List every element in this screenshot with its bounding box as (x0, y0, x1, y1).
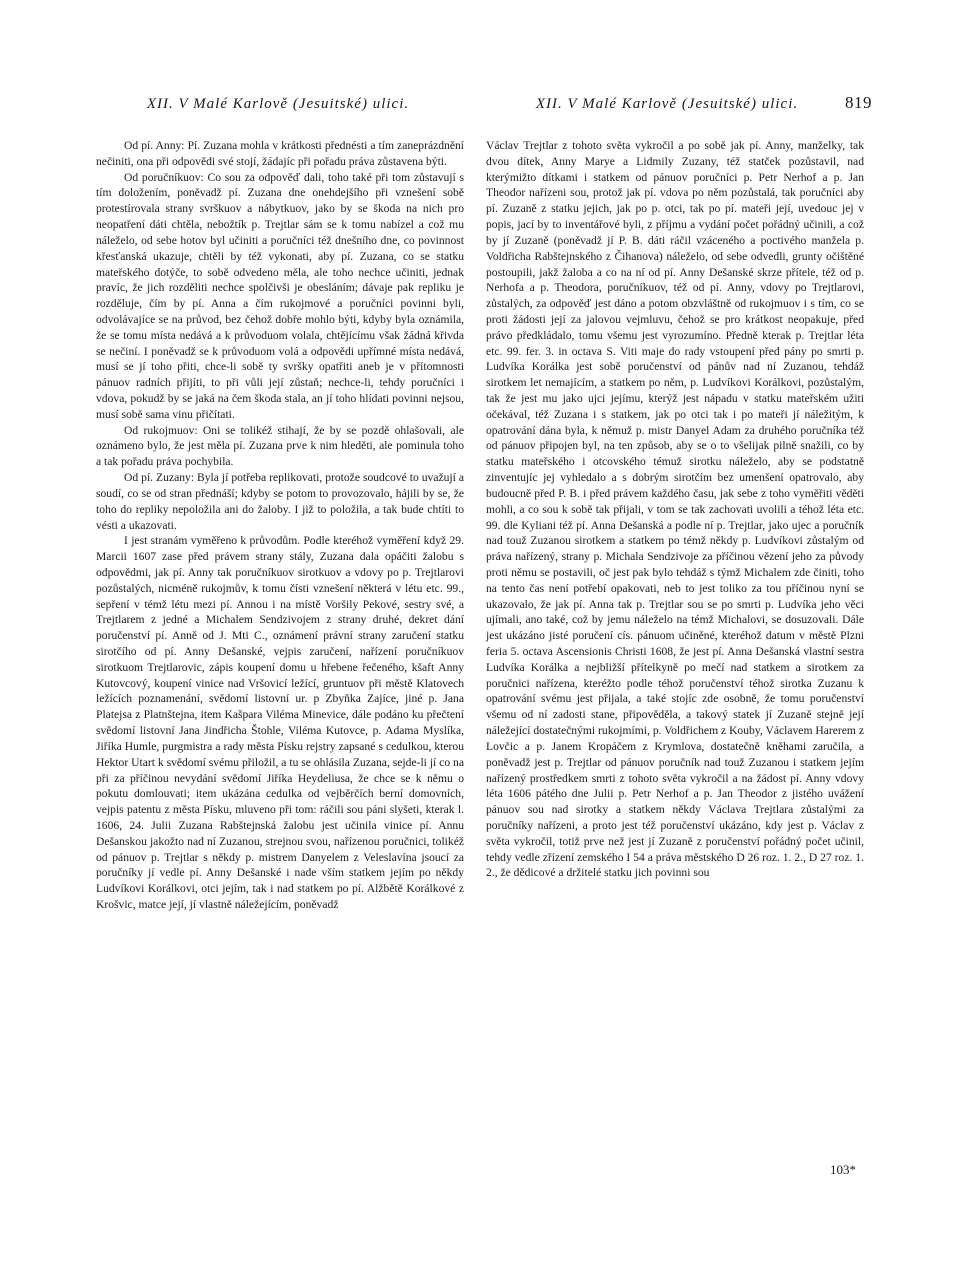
signature-mark: 103* (830, 1162, 856, 1177)
paragraph: Od rukojmuov: Oni se tolikéž stihají, že by se pozdě ohlašovali, ale oznámeno bylo, že jest měla pí. Zuzana prve k nim hleděti, ale pominula toho a tak pořadu práva pochybila. (96, 423, 464, 469)
paragraph: Od poručníkuov: Co sou za odpověď dali, toho také při tom zůstavují s tím doložením, poněvadž pí. Zuzana dne onehdejšího při vznešení sobě protestírovala strany svrškuov a nábytkuov, jako by se škoda na nich pro neopatření dáti chtěla, nebožtík p. Trejtlar sám se k tomu nabízel a což mu náleželo, od sebe hotov byl učiniti a poručníci též dnešního dne, co povinnost křesťanská ukazuje, chtěli by též vykonati, aby pí. Zuzana, co se statku mateřského dotýče, to sobě odvedeno měla, ale toho nechce učiniti, jednak pravíc, že jich rozděliti nechce spolčivši je obesláním; dávaje pak repliku je rozděluje, čím by pí. Anna a čím rukojmové a poručníci povinni byli, odvolávajíce se na průvod, bez čehož dobře mohlo býti, kdyby byla oznámila, že se tomu místa nedává a k průvoduom volala, chtějícímu však žádná křivda se nečiní. I poněvadž se k průvoduom volá a odpovědi upřímné místa nedává, musí se jí toho přiti, chce-li sobě ty svršky opatřiti aneb je v přítomnosti pánuov radních přijíti, to při vůli její zůstaň; nechce-li, tehdy poručníci i vdova, pokudž by se jaká na čem škoda stala, an jí toho hlídati povinni nejsou, musí sobě sama vinu přičítati. (96, 170, 464, 421)
text-column-left (96, 138, 464, 913)
text-column-right (486, 138, 864, 881)
paragraph: Václav Trejtlar z tohoto světa vykročil a po sobě jak pí. Anny, manželky, tak dvou dítek, Anny Marye a Lidmily Zuzany, též statček pozůstavil, nad kterýmižto dítkami i statkem od pánuov poručníci p. Petr Nerhof a p. Jan Theodor nařízeni sou, protož jak pí. vdova po něm pozůstalá, tak poručníci aby pí. Zuzaně z statku jejich, jak po p. otci, tak po pí. mateři její, uvedouc jej v popis, jací by to inventářové byli, z příjmu a vydání počet pořádný učinili, a což by jí Zuzaně (poněvadž jí P. B. dáti ráčil vzáceného a poctivého manžela p. Voldřicha Rabštejnského z Čihanova) náleželo, od sebe odvedli, grunty očištěné postoupili, jakž žaloba a co na ní od pí. Anny Dešanské skrze přítele, též od p. Nerhofa a p. Theodora, poručníkuov, též od pí. Anny, vdovy po Trejtlarovi, zůstalých, za odpověď jest dáno a potom obzvláštně od rukojmuov i s tím, co se proti žádosti její za jalovou vejmluvu, čehož se pro krátkost neopakuje, před právo předkládalo, tomu všemu jest vyrozumíno. Předně kterak p. Trejtlar léta etc. 99. fer. 3. in octava S. Viti maje do rady vstoupení před pány po smrti p. Ludvíka Korálka jest sobě poručenství od pánův nad ní Zuzanou, tehdáž sirotkem let nemajícím, a statkem po něm, p. Ludvíkovi Korálkovi, pozůstalým, tak že jest mu jako ujci jejímu, kterýž jest nápadu v statku mateřském užiti očekával, též Zuzana i s statkem, jak po otci tak i po mateři jí náležitým, k opatrování dána byla, k němuž p. mistr Danyel Adam za druhého poručníka též od pánuov připojen byl, na ten způsob, aby se o to všelijak pilně snažili, co by statku mateřského i otcovského témuž sirotku náleželo, aby se podstatně zinventujíc jej vyhledalo a s dobrým sirotčím bez umenšení opatrovalo, aby budoucně před P. B. i před právem každého času, jak sebe z toho vyměřiti věděti mohli, a co sou k sobě tak přijali, v tom se tak zachovati uvolili a téhož léta etc. 99. dle Kyliani též pí. Anna Dešanská a podle ní p. Trejtlar, jako ujec a poručník nad touž Zuzanou sirotkem a statkem po témž někdy p. Ludvíkovi zůstalým od práva nařízený, strany p. Michala Sendzivoje za příčinou vězení jeho za původy proti němu se postavili, oč jest pak bylo tehdáž s týmž Michalem zde činiti, toho na tento čas není potřebí opakovati, neb to jest toliko za tou příčinou nyní se ukazovalo, že jak pí. Anna tak p. Trejtlar sou se po smrti p. Ludvíka jeho věci ujímali, ano také, což by jemu náleželo na témž Michalovi, se dosuzovali. Dále jest ukázáno jisté poručení cís. pánuom učiněné, kteréhož datum v městě Plzni feria 5. octava Ascensionis Christi 1608, že jest pí. Anna Dešanská vlastní sestra Ludvíka Korálka a nejbližší přítelkyně po mečí nad statkem a sirotkem za poručnici nařízena, kteréžto podle téhož poručenství téhož sirotka Zuzanu k opatrování svému jest přijala, a také stojíc zde osobně, že tomu poručenství všemu od ní zadosti stane, připověděla, a takový statek jí Zuzaně stejně její náležející dostatečnými rukojmími, p. Voldřichem z Kouby, Václavem Harerem z Lovčic a p. Janem Kropáčem z Krymlova, dostatečně kněhami zaručila, a poněvadž jest p. Trejtlar od pánuov poručník nad touž Zuzanou i statkem jejím nařízený prostředkem smrti z tohoto světa vykročil a na žádost pí. Anny vdovy léta 1606 pátého dne Julii p. Petr Nerhof a p. Jan Theodor z jistého uvážení pánuov sou nad sirotky a statkem někdy Václava Trejtlara zůstalými za poručníky nařízeni, a proto jest též poručenství ukázáno, kdy jest p. Václav z světa vykročil, totiž prve než jest jí Zuzaně z poručenství pořádný počet učinil, tehdy vedle zřízení zemského I 54 a práva městského D 26 roz. 1. 2., D 27 roz. 1. 2., že dědicové a držitelé statku jich povinni sou (486, 139, 864, 880)
paragraph: Od pí. Anny: Pí. Zuzana mohla v krátkosti přednésti a tím zaneprázdnění nečiniti, ona při odpovědi své stojí, žádajíc při pořadu práva zůstavena býti. (96, 139, 464, 168)
running-header-right: XII. V Malé Karlově (Jesuitské) ulici. (535, 96, 799, 112)
paragraph: I jest stranám vyměřeno k průvodům. Podle kteréhož vyměření když 29. Marcii 1607 zase před právem strany stály, Zuzana dala opáčiti žalobu s odpovědmi, jak pí. Anny tak poručníkuov sirotkuov a vdovy po p. Trejtlarovi pozůstalých, nicméně rukojmův, k tomu čísti vznešení některá v létu etc. 99., sepření v témž létu mezi pí. Annou i na místě Voršily Pekové, sestry své, a Trejtlarem z jedné a Michalem Sendzivojem z strany druhé, dekret dání poručenství pí. Anně od J. Mti C., oznámení právní strany zaručení statku sirotčího od pí. Anny Dešanské, vejpis zaručení, nařízení poručníkuov sirotkuom Trejtlarovic, zápis koupení domu u hřebene řečeného, kšaft Anny Kutovcový, koupení vinice nad Vršovicí ležící, gruntuov při městě Klatovech ležících poznamenání, svědomí listovní ur. p Zbyňka Zajíce, jiné p. Jana Platejsa z Platnštejna, item Kašpara Viléma Minevice, dále podáno ku přečtení svědomí listovní Jana Jindřicha Štohle, Viléma Kutovce, p. Adama Myslíka, Jiříka Humle, purgmistra a rady města Písku rejstry zapsané s cedulkou, kterou Hektor Utart k svědomí svému přiložil, a tu se ohlásila Zuzana, sejde-li jí co na při za příčinou nevydání svědomí Jiříka Heydeliusa, že chce se k němu o pokutu domlouvati; item ukázána cedulka od vejběrčích berní domovních, vejpis patentu z města Písku, mluveno při tom: ráčili sou páni slyšeti, kterak l. 1606, 24. Julii Zuzana Rabštejnská žalobu jest učinila vinice pí. Annu Dešanskou jakožto nad ní Zuzanou, strejnou svou, nařízenou poručnici, tolikéž od pánuov p. Trejtlar s někdy p. mistrem Danyelem z Veleslavína jsoucí za poručníky jí vedle pí. Anny Dešanské i nade vším statkem jejím po někdy Ludvíkovi Korálkovi, otci jejím, tak i nad statkem po pí. Alžbětě Korálkové z Krošvic, matce její, jí vlastně náležejícím, poněvadž (96, 534, 464, 911)
page-number: 819 (845, 93, 872, 112)
paragraph: Od pí. Zuzany: Byla jí potřeba replikovati, protože soudcové to uvažují a soudí, co se od stran přednáší; kdyby se potom to provozovalo, hájili by se, že toho do repliky nepoložila ani do žaloby. I již to položila, a tak bude chtíti to vésti a ukazovati. (96, 471, 464, 532)
running-header-left: XII. V Malé Karlově (Jesuitské) ulici. (146, 96, 410, 112)
